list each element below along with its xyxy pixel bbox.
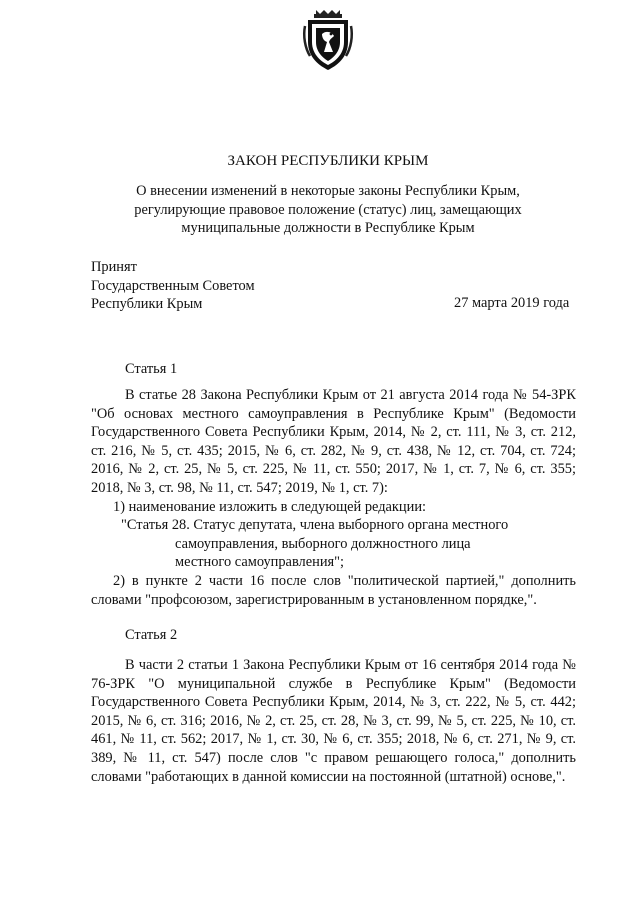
article-1-heading: Статья 1 (125, 361, 178, 377)
subtitle-line: муниципальные должности в Республике Крым (181, 220, 475, 237)
article-1-item-2: 2) в пункте 2 части 16 после слов "политической партией," дополнить словами "профсоюзом, зарегистрированным в установленном порядке,". (91, 572, 576, 608)
article-1-body (91, 386, 576, 609)
subtitle-line: регулирующие правовое положение (статус) лиц, замещающих (134, 201, 522, 218)
article-2-heading: Статья 2 (125, 627, 178, 643)
article-1-item-1: 1) наименование изложить в следующей редакции: (113, 498, 427, 515)
coat-of-arms-icon (302, 8, 354, 72)
law-title: ЗАКОН РЕСПУБЛИКИ КРЫМ (227, 153, 429, 169)
article-2-text: В части 2 статьи 1 Закона Республики Крым от 16 сентября 2014 года № 76-ЗРК "О муниципальной службе в Республике Крым" (Ведомости Государственного Совета Республики Крым, 2014, № 3, ст. 222, № 5, ст. 442; 2015, № 6, ст. 316; 2016, № 2, ст. 25, ст. 28, № 3, ст. 99, № 5, ст. 225, № 10, ст. 461, № 11, ст. 562; 2017, № 1, ст. 30, № 6, ст. 355; 2018, № 6, ст. 271, № 9, ст. 389, № 11, ст. 547) после слов "с правом решающего голоса," дополнить словами "работающих в данной комиссии на постоянной (штатной) основе,". (91, 657, 576, 785)
quote-line: "Статья 28. Статус депутата, члена выборного органа местного (121, 517, 509, 534)
adopted-line: Принят (91, 259, 137, 275)
article-1-quote (91, 516, 576, 572)
article-1-intro: В статье 28 Закона Республики Крым от 21 августа 2014 года № 54-ЗРК "Об основах местного самоуправления в Республике Крым" (Ведомости Государственного Совета Республики Крым, 2014, № 2, ст. 111, № 3, ст. 212, ст. 216, № 5, ст. 435; 2015, № 6, ст. 282, № 9, ст. 438, № 12, ст. 704, ст. 724; 2016, № 2, ст. 25, № 5, ст. 225, № 11, ст. 550; 2017, № 1, ст. 7, № 6, ст. 355; 2018, № 3, ст. 98, № 11, ст. 547; 2019, № 1, ст. 7): (91, 387, 576, 496)
adoption-date: 27 марта 2019 года (454, 295, 570, 311)
quote-line: местного самоуправления"; (175, 554, 345, 571)
adopted-line: Государственным Советом (91, 277, 255, 294)
law-subtitle (80, 182, 576, 238)
adopted-line: Республики Крым (91, 296, 203, 313)
subtitle-line: О внесении изменений в некоторые законы Республики Крым, (136, 183, 520, 199)
article-2-body (91, 656, 576, 786)
quote-line: самоуправления, выборного должностного лица (175, 535, 471, 552)
